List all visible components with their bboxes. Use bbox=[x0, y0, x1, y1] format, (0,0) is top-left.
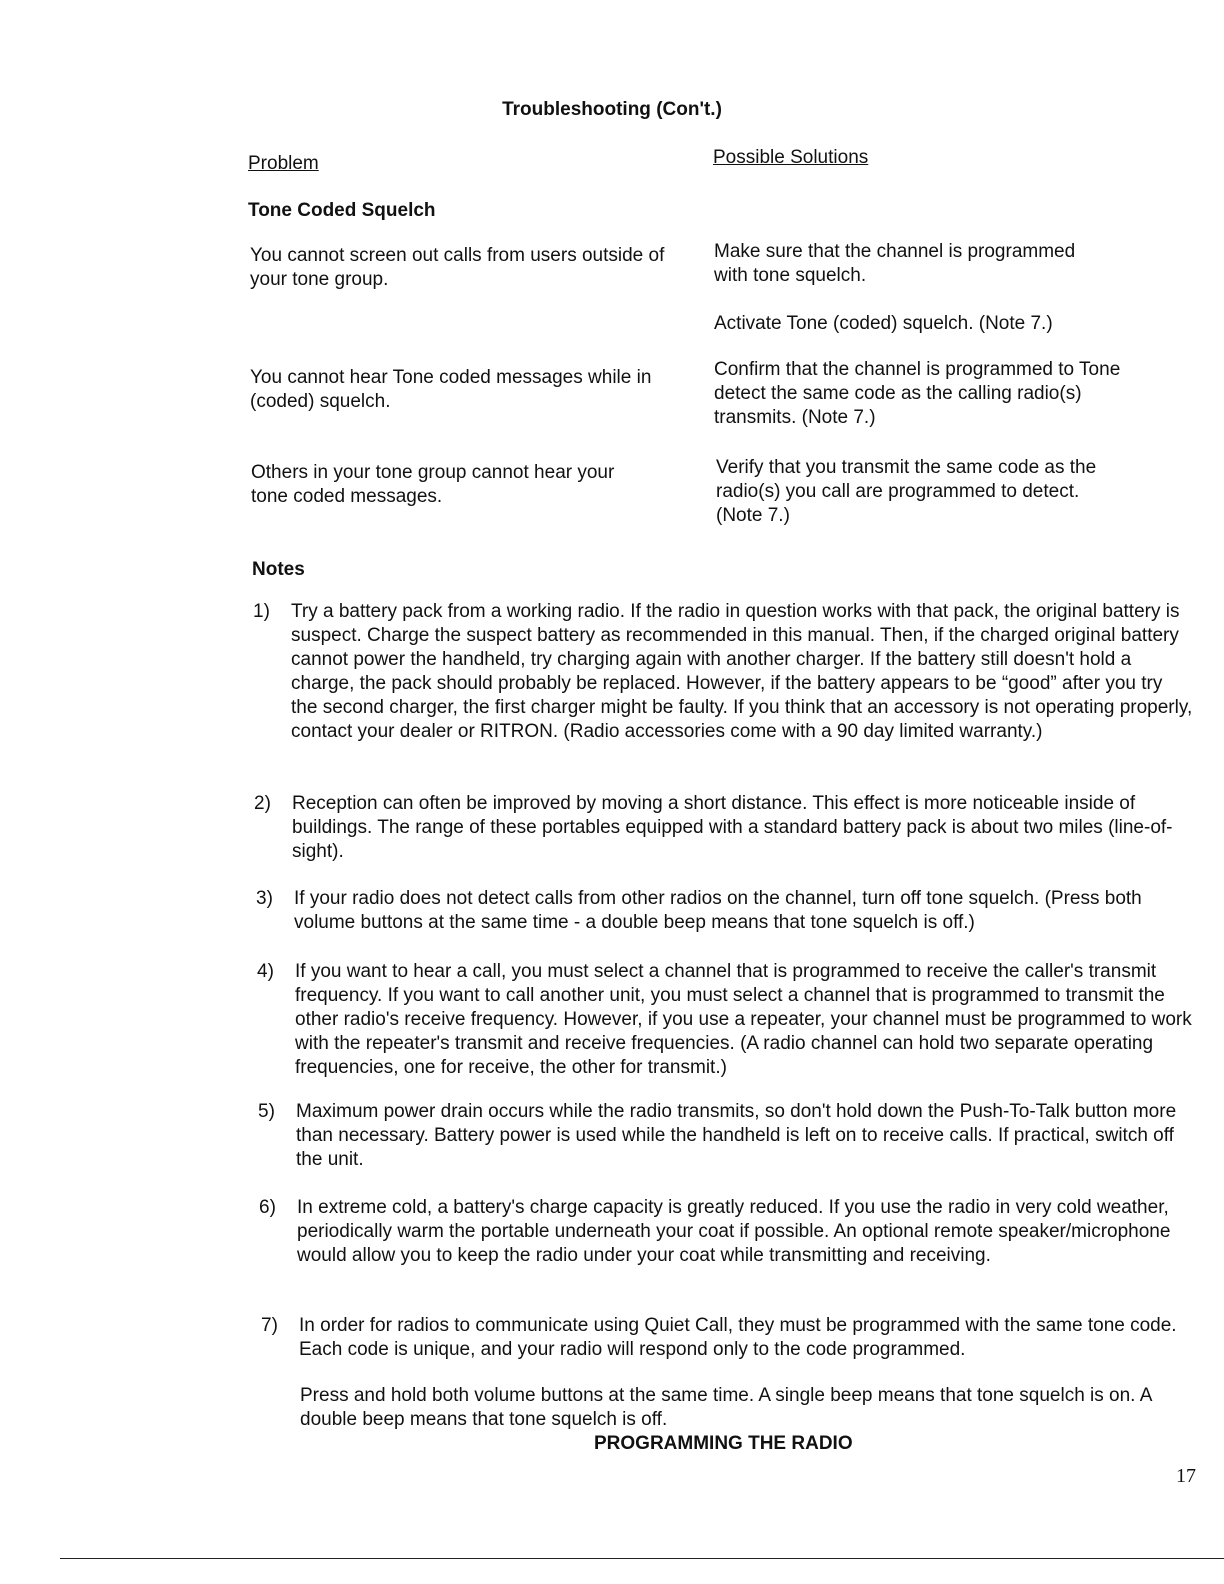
note-text: If your radio does not detect calls from other radios on the channel, turn off tone squelch. (Press both volume buttons at the same time - a double beep means that tone squelch is off.) bbox=[294, 888, 1142, 933]
solution-cell: Make sure that the channel is programmed with tone squelch. bbox=[714, 241, 1076, 286]
bottom-rule bbox=[60, 1558, 1224, 1559]
problem-cell: You cannot screen out calls from users outside of your tone group. bbox=[250, 245, 665, 290]
note-number: 1) bbox=[253, 601, 270, 622]
note-text: In order for radios to communicate using Quiet Call, they must be programmed with the same tone code. Each code is unique, and your radio will respond only to the code programmed. bbox=[299, 1315, 1177, 1360]
problem-cell: Others in your tone group cannot hear your tone coded messages. bbox=[251, 462, 615, 507]
solution-cell: Activate Tone (coded) squelch. (Note 7.) bbox=[714, 313, 1053, 334]
note-text: If you want to hear a call, you must select a channel that is programmed to receive the caller's transmit frequency. If you want to call another unit, you must select a channel that is programmed to transmit the other radio's receive frequency. However, if you use a repeater, your channel must be programmed to work with the repeater's transmit and receive frequencies. (A radio channel can hold two separate operating frequencies, one for receive, the other for transmit.) bbox=[295, 961, 1192, 1078]
note-number: 6) bbox=[259, 1197, 276, 1218]
notes-title: Notes bbox=[252, 559, 305, 580]
note-item bbox=[261, 1314, 1194, 1362]
note-number: 7) bbox=[261, 1315, 278, 1336]
column-header-problem: Problem bbox=[248, 153, 319, 174]
note-item bbox=[257, 960, 1194, 1080]
page-title: Troubleshooting (Con't.) bbox=[502, 99, 722, 120]
note-text: Try a battery pack from a working radio. If the radio in question works with that pack, the original battery is suspect. Charge the suspect battery as recommended in this manual. Then, if the charged original battery cannot power the handheld, try charging again with another charger. If the battery still doesn't hold a charge, the pack should probably be replaced. However, if the battery appears to be “good” after you try the second charger, the first charger might be faulty. If you think that an accessory is not operating properly, contact your dealer or RITRON. (Radio accessories come with a 90 day limited warranty.) bbox=[291, 601, 1193, 742]
section-title: Tone Coded Squelch bbox=[248, 200, 436, 221]
note-text: Reception can often be improved by moving a short distance. This effect is more noticeable inside of buildings. The range of these portables equipped with a standard battery pack is about two miles (line-of-sight). bbox=[292, 793, 1173, 862]
page-number: 17 bbox=[1176, 1465, 1196, 1487]
note-number: 5) bbox=[258, 1101, 275, 1122]
column-header-solutions: Possible Solutions bbox=[713, 147, 869, 168]
note-item bbox=[256, 887, 1196, 935]
problem-cell: You cannot hear Tone coded messages while in (coded) squelch. bbox=[250, 367, 652, 412]
note-text: Maximum power drain occurs while the radio transmits, so don't hold down the Push-To-Talk button more than necessary. Battery power is used while the handheld is left on to receive calls. If practical, switch off the unit. bbox=[296, 1101, 1177, 1170]
note-number: 4) bbox=[257, 961, 274, 982]
solution-cell: Verify that you transmit the same code as the radio(s) you call are programmed to detect. (Note 7.) bbox=[716, 457, 1097, 526]
note-number: 2) bbox=[254, 793, 271, 814]
note-item bbox=[258, 1100, 1194, 1172]
note-item bbox=[254, 792, 1194, 864]
note-number: 3) bbox=[256, 888, 273, 909]
note-item bbox=[253, 600, 1193, 744]
note-item bbox=[259, 1196, 1194, 1268]
solution-cell: Confirm that the channel is programmed to Tone detect the same code as the calling radio(s) transmits. (Note 7.) bbox=[714, 359, 1121, 428]
footer-title: PROGRAMMING THE RADIO bbox=[594, 1433, 853, 1454]
note-extra-paragraph: Press and hold both volume buttons at the same time. A single beep means that tone squelch is on. A double beep means that tone squelch is off. bbox=[300, 1385, 1152, 1430]
note-text: In extreme cold, a battery's charge capacity is greatly reduced. If you use the radio in very cold weather, periodically warm the portable underneath your coat if possible. An optional remote speaker/microphone would allow you to keep the radio under your coat while transmitting and receiving. bbox=[297, 1197, 1171, 1266]
